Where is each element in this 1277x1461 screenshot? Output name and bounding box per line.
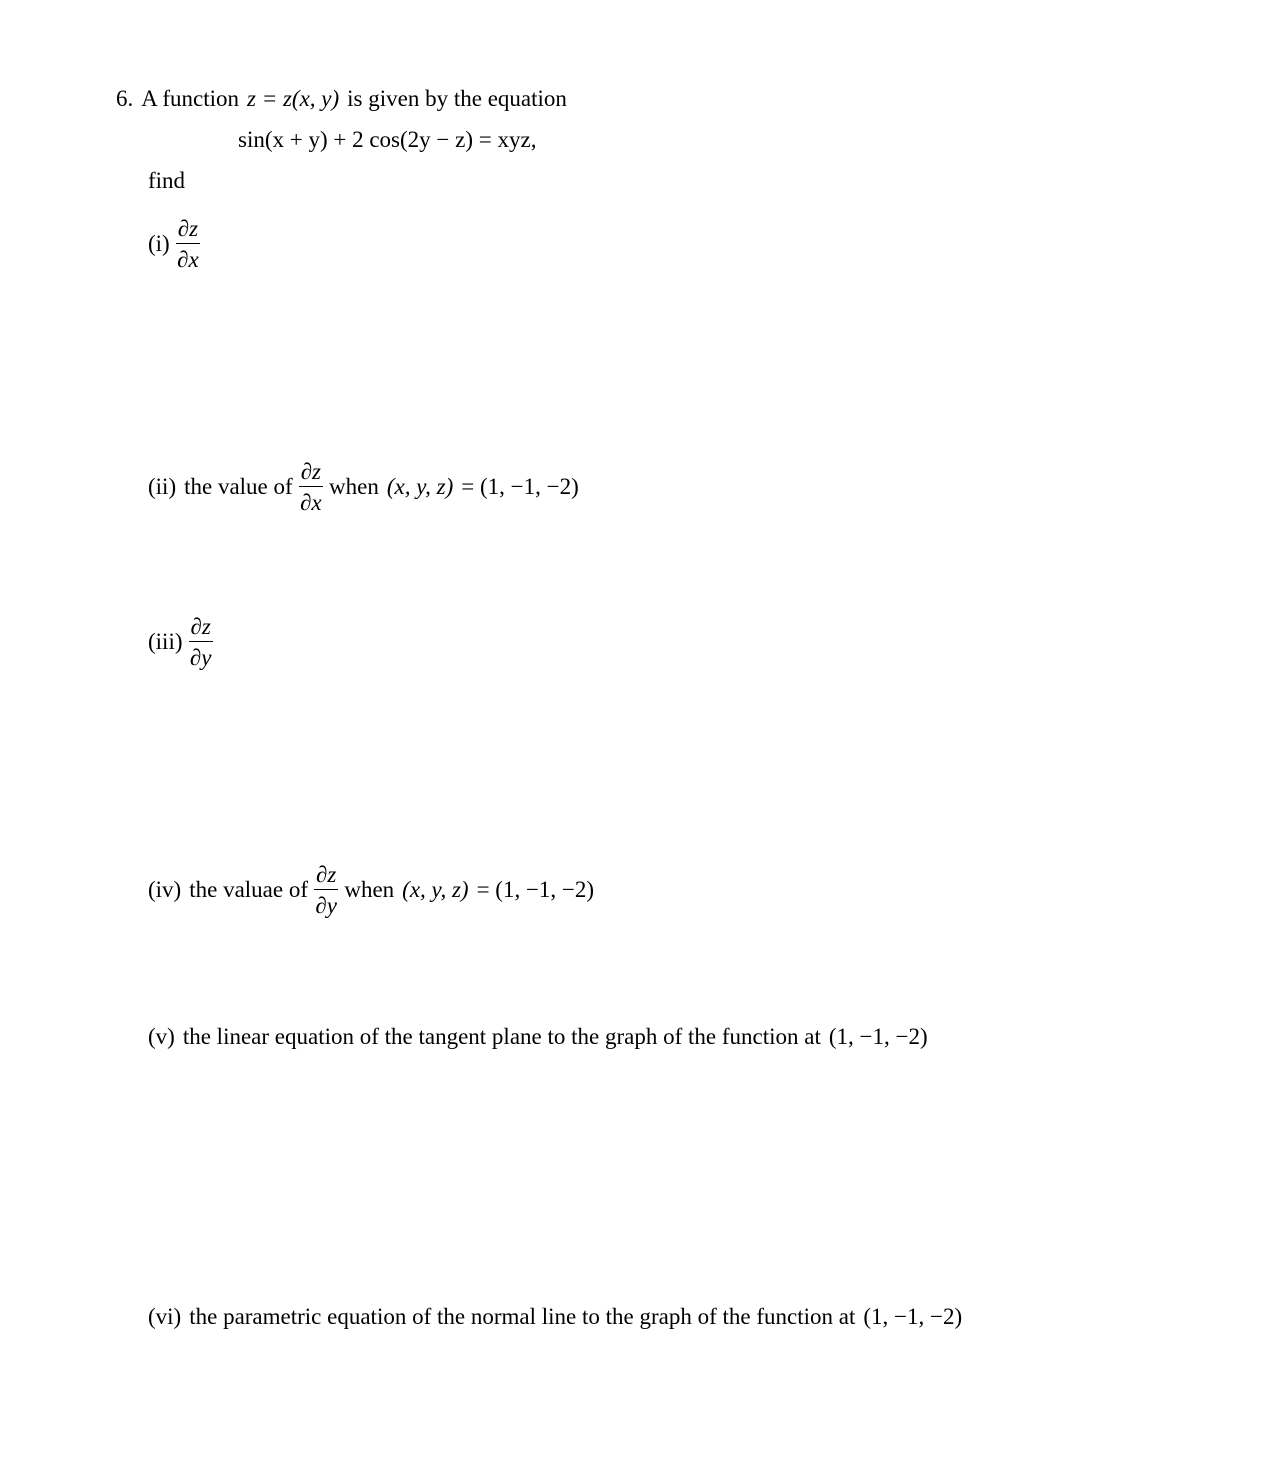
part-ii-when: when — [329, 474, 379, 499]
partial-z-x-fraction — [299, 460, 323, 514]
frac-denominator: ∂y — [315, 893, 337, 918]
part-v-point: (1, −1, −2) — [828, 1024, 928, 1049]
part-ii-vars: (x, y, z) — [386, 474, 454, 499]
frac-numerator: ∂z — [299, 460, 323, 487]
part-vi — [148, 1304, 962, 1330]
part-iv-label: (iv) — [148, 877, 182, 902]
partial-z-y-fraction — [314, 863, 338, 917]
part-v — [148, 1024, 928, 1050]
part-iv-vars: (x, y, z) — [402, 877, 469, 902]
frac-numerator: ∂z — [314, 863, 338, 890]
main-equation — [238, 127, 536, 153]
part-iii — [148, 615, 219, 669]
intro-math: z = z(x, y) — [247, 86, 340, 111]
problem-number: 6. — [116, 86, 134, 111]
part-ii — [148, 460, 579, 514]
partial-z-x-fraction — [176, 217, 200, 271]
part-i-label: (i) — [148, 231, 170, 256]
problem-header — [116, 86, 567, 112]
part-ii-value: = (1, −1, −2) — [461, 474, 579, 499]
part-i — [148, 217, 206, 271]
part-ii-label: (ii) — [148, 474, 177, 499]
intro-text-1: A function — [141, 86, 239, 111]
part-iv-value: = (1, −1, −2) — [476, 877, 595, 902]
frac-denominator: ∂y — [189, 645, 212, 670]
part-iv-when: when — [344, 877, 395, 902]
intro-text-2: is given by the equation — [347, 86, 567, 111]
part-vi-label: (vi) — [148, 1304, 182, 1329]
frac-numerator: ∂z — [189, 615, 213, 642]
equation-text: sin(x + y) + 2 cos(2y − z) = xyz, — [238, 127, 537, 152]
part-v-label: (v) — [148, 1024, 175, 1049]
frac-numerator: ∂z — [176, 217, 200, 244]
part-vi-text: the parametric equation of the normal line to the graph of the function at — [189, 1304, 856, 1329]
frac-denominator: ∂x — [300, 490, 322, 515]
part-iii-label: (iii) — [148, 629, 183, 654]
part-vi-point: (1, −1, −2) — [863, 1304, 963, 1329]
frac-denominator: ∂x — [177, 247, 199, 272]
find-label: find — [148, 168, 186, 193]
part-iv — [148, 863, 594, 917]
partial-z-y-fraction — [189, 615, 213, 669]
part-iv-text: the valuae of — [189, 877, 308, 902]
part-v-text: the linear equation of the tangent plane to the graph of the function at — [182, 1024, 821, 1049]
part-ii-text: the value of — [184, 474, 293, 499]
